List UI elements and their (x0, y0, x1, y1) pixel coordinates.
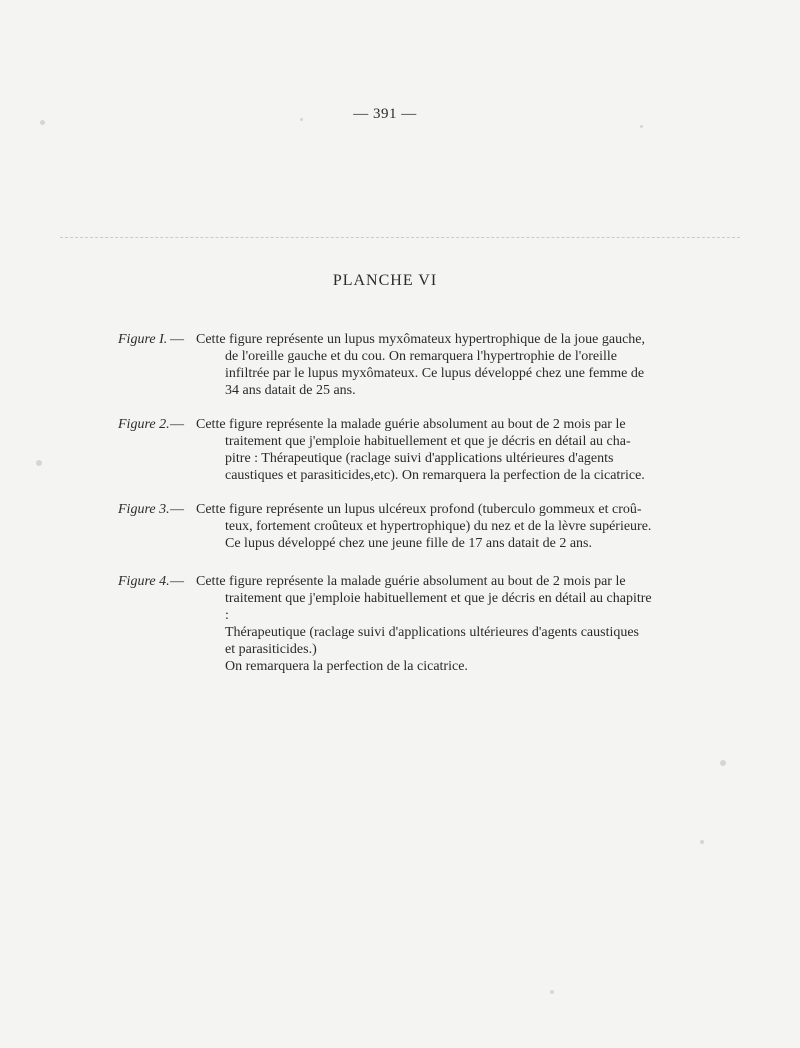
legend-line: Cette figure représente un lupus myxômateux hypertrophique de la joue gauche, (196, 332, 646, 347)
legend-line: pitre : Thérapeutique (raclage suivi d'applications ultérieures d'agents (225, 451, 614, 466)
figure-label: Figure I. (118, 332, 168, 347)
figure-dash: — (170, 574, 184, 589)
legend-line: teux, fortement croûteux et hypertrophique) du nez et de la lèvre supérieure. (225, 519, 652, 534)
figure-legend-4 (118, 573, 653, 675)
figure-dash: — (170, 417, 184, 432)
legend-line: traitement que j'emploie habituellement et que je décris en détail au chapitre : (225, 591, 652, 623)
figure-legend-2 (118, 416, 653, 484)
paper-speck (36, 460, 42, 466)
legend-line: On remarquera la perfection de la cicatrice. (225, 659, 468, 674)
legend-line: traitement que j'emploie habituellement et que je décris en détail au cha- (225, 434, 631, 449)
legend-line: Cette figure représente un lupus ulcéreux profond (tuberculo gommeux et croû- (196, 502, 642, 517)
legend-line: de l'oreille gauche et du cou. On remarquera l'hypertrophie de l'oreille (225, 349, 618, 364)
legend-line: Cette figure représente la malade guérie absolument au bout de 2 mois par le (196, 417, 626, 432)
decorative-rule (60, 237, 740, 238)
page-number: — 391 — (353, 106, 417, 122)
legend-line: infiltrée par le lupus myxômateux. Ce lupus développé chez une femme de (225, 366, 645, 381)
legend-line: 34 ans datait de 25 ans. (225, 383, 356, 398)
legend-line: caustiques et parasiticides,etc). On remarquera la perfection de la cicatrice. (225, 468, 645, 483)
legend-first-line (118, 331, 653, 348)
figure-dash: — (170, 502, 184, 517)
figure-label: Figure 3. (118, 502, 170, 517)
legend-line: Ce lupus développé chez une jeune fille de 17 ans datait de 2 ans. (225, 536, 592, 551)
paper-speck (300, 118, 303, 121)
legend-line: Thérapeutique (raclage suivi d'applications ultérieures d'agents caustiques (225, 625, 640, 640)
plate-title: PLANCHE VI (332, 272, 438, 289)
paper-speck (640, 125, 643, 128)
legend-line: et parasiticides.) (225, 642, 317, 657)
paper-speck (720, 760, 726, 766)
paper-speck (700, 840, 704, 844)
legend-first-line (118, 501, 653, 518)
legend-first-line (118, 416, 653, 433)
figure-legend-3 (118, 501, 653, 552)
paper-speck (40, 120, 45, 125)
legend-first-line (118, 573, 653, 590)
paper-speck (550, 990, 554, 994)
figure-label: Figure 4. (118, 574, 170, 589)
legend-line: Cette figure représente la malade guérie absolument au bout de 2 mois par le (196, 574, 626, 589)
figure-legend-1 (118, 331, 653, 399)
figure-dash: — (170, 332, 184, 347)
figure-label: Figure 2. (118, 417, 170, 432)
